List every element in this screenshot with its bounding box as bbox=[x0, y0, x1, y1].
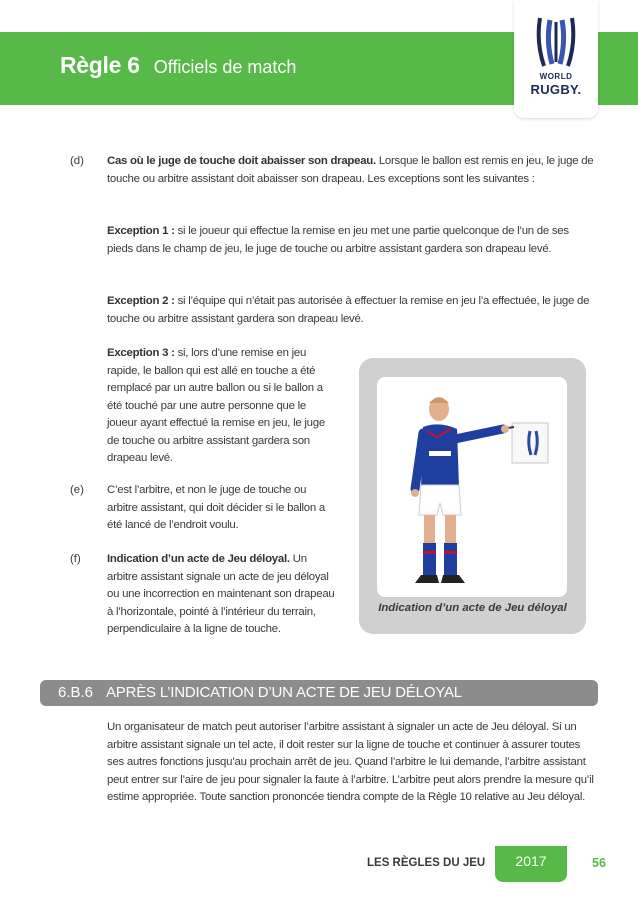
page-number: 56 bbox=[592, 856, 606, 870]
footer-label: LES RÈGLES DU JEU bbox=[367, 857, 486, 869]
exception-3-label: Exception 3 : bbox=[107, 347, 175, 359]
logo-text-world: WORLD bbox=[539, 72, 573, 81]
section-body: Un organisateur de match peut autoriser l’arbitre assistant à signaler un acte de Jeu déloyal. Si un arbitre assistant signale un tel acte, il doit rester sur la ligne de touche et continuer à assurer toutes ses autres fonctions jusqu’au prochain arrêt de jeu. Quand l’arbitre le lui demande, l’arbitre assistant peut entrer sur l’aire de jeu pour signaler la faute à l’arbitre. L’arbitre peut alors prendre la mesure qu’il estime appropriée. Toute sanction prononcée tiendra compte de la Règle 10 relative au Jeu déloyal. bbox=[107, 721, 594, 803]
exception-1-paragraph bbox=[107, 223, 597, 258]
assistant-referee-illustration bbox=[377, 377, 567, 597]
item-label-e: (e) bbox=[70, 484, 84, 496]
item-d-text: Lorsque le ballon est remis en jeu, le juge de touche ou arbitre assistant doit abaisser son drapeau. Les exceptions sont les suivantes : bbox=[107, 155, 594, 185]
item-d-paragraph bbox=[107, 153, 597, 188]
item-f-paragraph bbox=[107, 551, 339, 639]
exception-3-text: si, lors d’une remise en jeu rapide, le ballon qui est allé en touche a été remplacé par un autre ballon ou si le ballon a été touché par une autre personne que le joueur ayant effectué la remise en jeu, le juge de touche ou arbitre assistant gardera son drapeau levé. bbox=[107, 347, 325, 464]
rugby-ball-icon bbox=[534, 14, 578, 70]
exception-2-label: Exception 2 : bbox=[107, 295, 175, 307]
exception-3-paragraph bbox=[107, 345, 339, 468]
rule-number: Règle 6 bbox=[60, 52, 140, 78]
logo-text-rugby: RUGBY. bbox=[530, 82, 582, 97]
referee-photo bbox=[377, 377, 567, 597]
figure-caption: Indication d’un acte de Jeu déloyal bbox=[378, 602, 567, 614]
footer-year: 2017 bbox=[515, 853, 547, 869]
world-rugby-logo bbox=[514, 0, 598, 118]
rule-subtitle: Officiels de match bbox=[153, 57, 297, 77]
item-label-d: (d) bbox=[70, 155, 84, 167]
exception-2-text: si l’équipe qui n’était pas autorisée à effectuer la remise en jeu l’a effectuée, le juge de touche ou arbitre assistant gardera son drapeau levé. bbox=[107, 295, 590, 325]
item-d-heading: Cas où le juge de touche doit abaisser son drapeau. bbox=[107, 155, 376, 167]
exception-1-label: Exception 1 : bbox=[107, 225, 175, 237]
exception-1-text: si le joueur qui effectue la remise en jeu met une partie quelconque de l’un de ses pieds dans le champ de jeu, le juge de touche ou arbitre assistant gardera son drapeau levé. bbox=[107, 225, 569, 255]
exception-2-paragraph bbox=[107, 293, 597, 328]
item-label-f: (f) bbox=[70, 553, 81, 565]
item-e-text: C’est l’arbitre, et non le juge de touche ou arbitre assistant, qui doit décider si le ballon a été lancé de l’endroit voulu. bbox=[107, 484, 325, 531]
section-number: 6.B.6 bbox=[58, 684, 94, 701]
item-f-text: Un arbitre assistant signale un acte de jeu déloyal ou une incorrection en maintenant son drapeau à l’horizontale, pointé à l’intérieur du terrain, perpendiculaire à la ligne de touche. bbox=[107, 553, 335, 635]
page-title bbox=[60, 52, 296, 79]
section-title: APRÈS L’INDICATION D’UN ACTE DE JEU DÉLOYAL bbox=[106, 684, 462, 701]
item-f-heading: Indication d’un acte de Jeu déloyal. bbox=[107, 553, 290, 565]
